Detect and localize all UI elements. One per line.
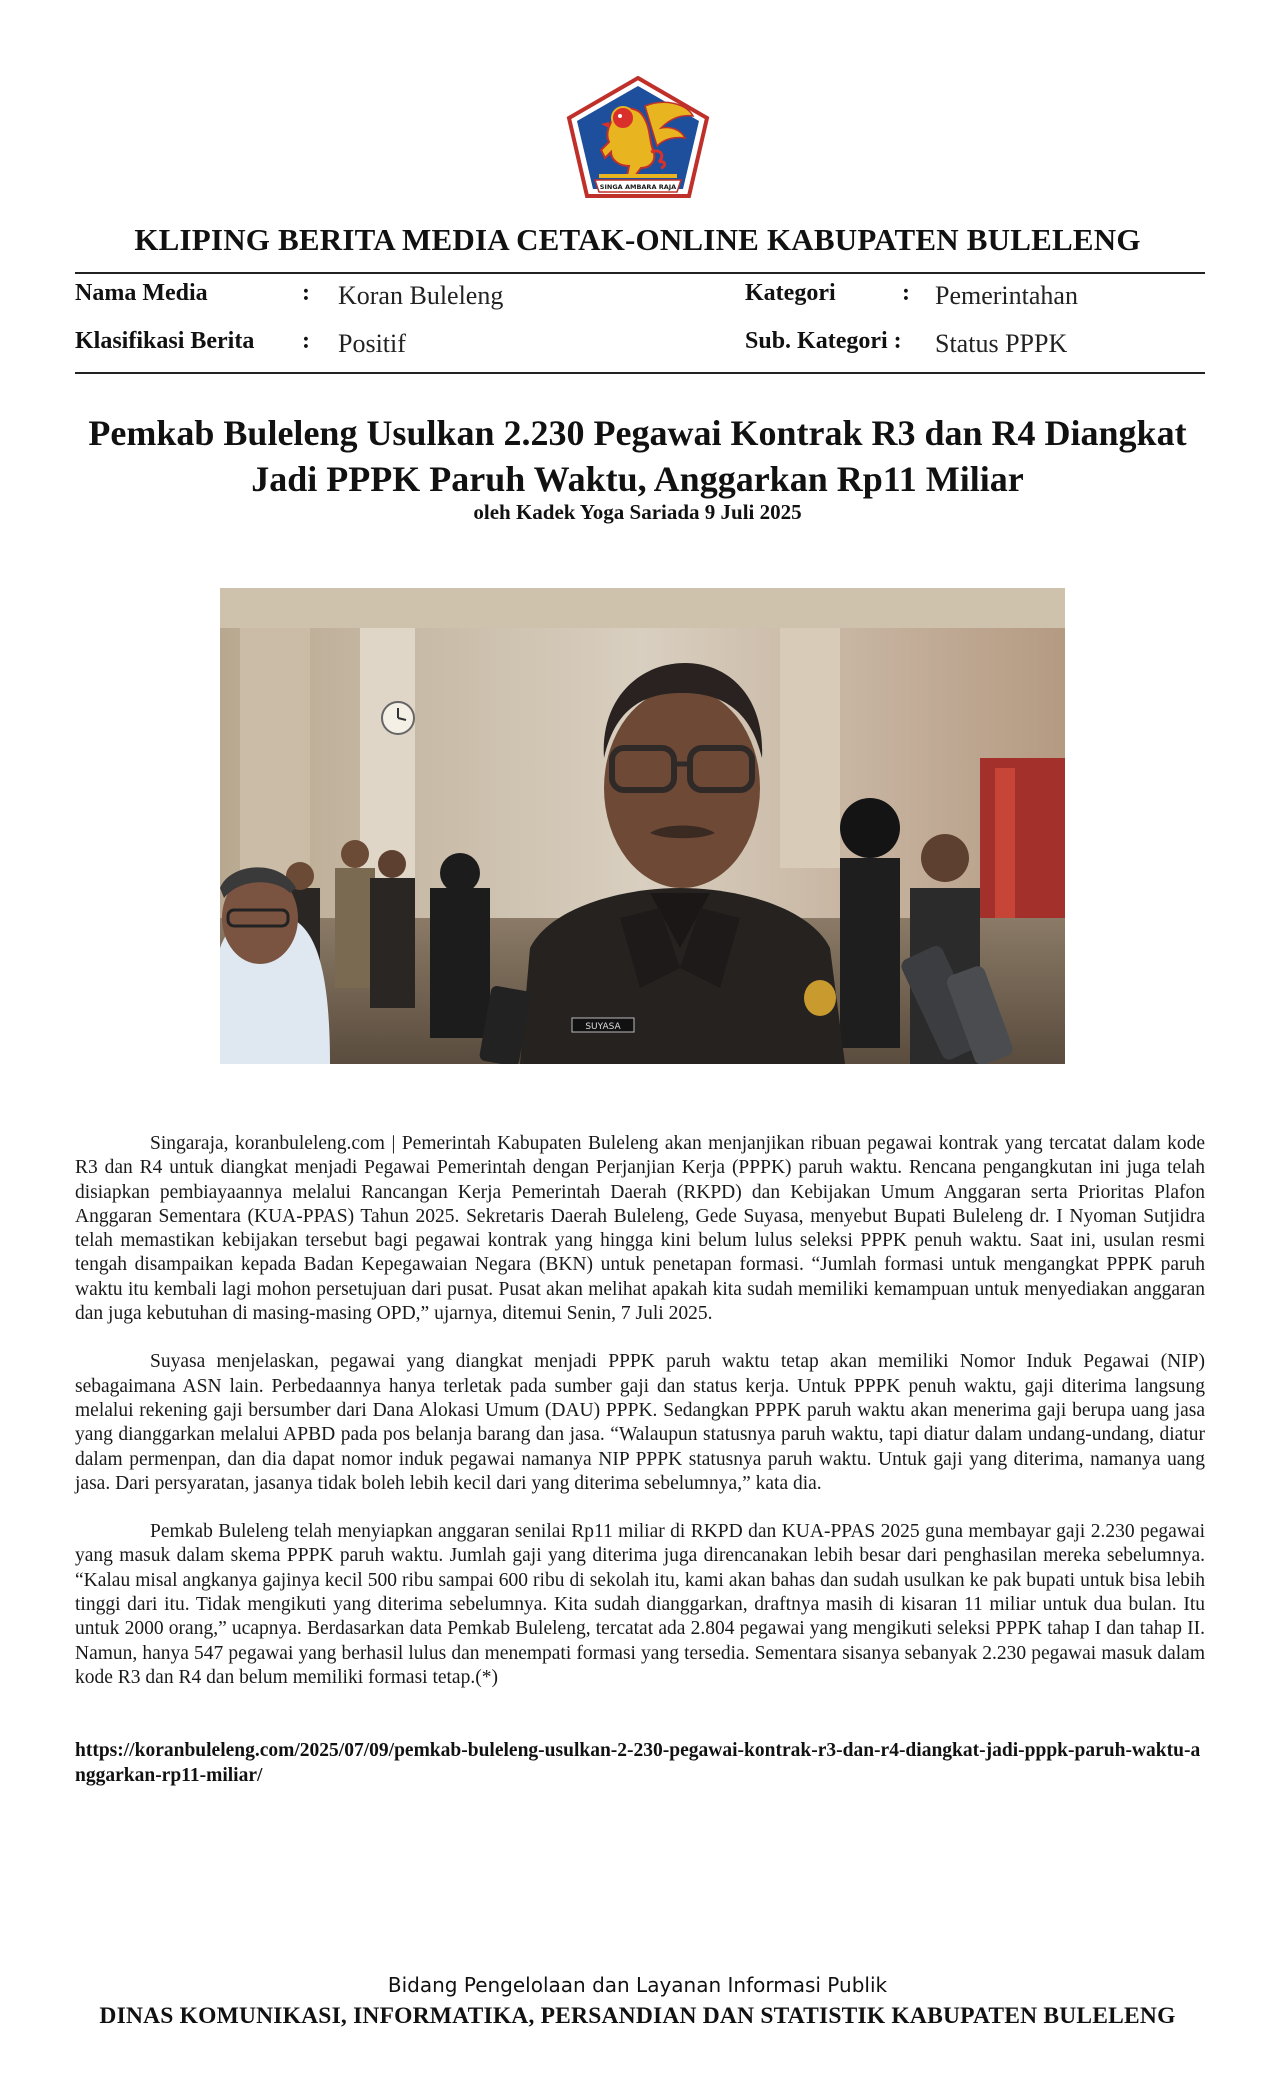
media-colon: : xyxy=(302,280,310,306)
article-body xyxy=(75,1132,1205,1714)
title-divider xyxy=(75,272,1205,274)
category-value: Pemerintahan xyxy=(935,281,1078,310)
logo-motto: SINGA AMBARA RAJA xyxy=(599,183,677,191)
category-label: Kategori xyxy=(745,280,836,306)
article-paragraph-2: Suyasa menjelaskan, pegawai yang diangkat menjadi PPPK paruh waktu tetap akan memiliki Nomor Induk Pegawai (NIP) sebagaimana ASN lain. Perbedaannya hanya terletak pada sumber gaji dan status kerja. Untuk PPPK penuh waktu, gaji diterima langsung melalui rekening gaji bersumber dari Dana Alokasi Umum (DAU) PPPK. Sedangkan PPPK paruh waktu akan menerima gaji berupa uang jasa yang dianggarkan melalui APBD pada pos belanja barang dan jasa. “Walaupun statusnya paruh waktu, tapi diatur dalam undang-undang, diatur dalam permenpan, dan dia dapat nomor induk pegawai namanya NIP PPPK statusnya paruh waktu. Untuk gaji yang diterima, namanya uang jasa. Dari persyaratan, jasanya tidak boleh lebih kecil dari yang diterima sebelumnya,” kata dia. xyxy=(75,1351,1205,1494)
photo-nametag: SUYASA xyxy=(585,1022,621,1032)
media-value: Koran Buleleng xyxy=(338,281,504,310)
page-title: KLIPING BERITA MEDIA CETAK-ONLINE KABUPATEN BULELENG xyxy=(134,222,1141,257)
meta-divider xyxy=(75,372,1205,374)
classification-value: Positif xyxy=(338,329,406,358)
subcategory-value: Status PPPK xyxy=(935,329,1068,358)
subcategory-label: Sub. Kategori : xyxy=(745,328,902,354)
source-url: https://koranbuleleng.com/2025/07/09/pemkab-buleleng-usulkan-2-230-pegawai-kontrak-r3-dan-r4-diangkat-jadi-pppk-paruh-waktu-anggarkan-rp11-miliar/ xyxy=(75,1740,1201,1786)
headline-line-2: Jadi PPPK Paruh Waktu, Anggarkan Rp11 Miliar xyxy=(251,459,1024,499)
footer-unit: Bidang Pengelolaan dan Layanan Informasi Publik xyxy=(387,1973,888,1997)
article-paragraph-3: Pemkab Buleleng telah menyiapkan anggaran senilai Rp11 miliar di RKPD dan KUA-PPAS 2025 guna membayar gaji 2.230 pegawai yang masuk dalam skema PPPK paruh waktu. Jumlah gaji yang diterima juga direncanakan lebih besar dari penghasilan mereka sebelumnya. “Kalau misal angkanya gajinya kecil 500 ribu sampai 600 ribu di sekolah itu, kami akan bahas dan sudah usulkan ke pak bupati untuk bisa lebih tinggi dari itu. Tidak mengikuti yang diterima sebelumnya. Kita sudah dianggarkan, draftnya masih di kisaran 11 miliar untuk dua bulan. Itu untuk 2000 orang,” ucapnya. Berdasarkan data Pemkab Buleleng, tercatat ada 2.804 pegawai yang mengikuti seleksi PPPK tahap I dan tahap II. Namun, hanya 547 pegawai yang berhasil lulus dan menempati formasi yang tersedia. Sementara sisanya sebanyak 2.230 pegawai masuk dalam kode R3 dan R4 dan belum memiliki formasi tetap.(*) xyxy=(75,1521,1205,1688)
article-headline xyxy=(60,410,1215,502)
category-colon: : xyxy=(902,280,910,306)
article-photo-image xyxy=(220,588,1065,1064)
headline-line-1: Pemkab Buleleng Usulkan 2.230 Pegawai Kontrak R3 dan R4 Diangkat xyxy=(88,413,1187,453)
article-paragraph-1: Singaraja, koranbuleleng.com | Pemerintah Kabupaten Buleleng akan menjanjikan ribuan pegawai kontrak yang tercatat dalam kode R3 dan R4 untuk diangkat menjadi Pegawai Pemerintah dengan Perjanjian Kerja (PPPK) paruh waktu. Rencana pengangkutan ini juga telah disiapkan pembiayaannya melalui Rancangan Kerja Pemerintah Daerah (RKPD) dan Kebijakan Umum Anggaran serta Prioritas Plafon Anggaran Sementara (KUA-PPAS) Tahun 2025. Sekretaris Daerah Buleleng, Gede Suyasa, menyebut Bupati Buleleng dr. I Nyoman Sutjidra telah memastikan kebijakan tersebut bagi pegawai kontrak yang hingga kini belum lulus seleksi PPPK penuh waktu. Saat ini, usulan resmi tengah disampaikan kepada Badan Kepegawaian Negara (BKN) untuk penetapan formasi. “Jumlah formasi untuk mengangkat PPPK paruh waktu itu kembali lagi mohon persetujuan dari pusat. Pusat akan melihat apakah kita sudah memiliki kemampuan untuk menyediakan anggaran dan juga kebutuhan di masing-masing OPD,” ujarnya, ditemui Senin, 7 Juli 2025. xyxy=(75,1133,1205,1325)
buleleng-crest-icon xyxy=(565,76,711,200)
article-byline: oleh Kadek Yoga Sariada 9 Juli 2025 xyxy=(473,500,802,524)
classification-label: Klasifikasi Berita xyxy=(75,328,255,354)
media-label: Nama Media xyxy=(75,280,208,306)
article-photo xyxy=(220,588,1065,1064)
buleleng-logo xyxy=(565,76,711,200)
classification-colon: : xyxy=(302,328,310,354)
footer-agency: DINAS KOMUNIKASI, INFORMATIKA, PERSANDIAN DAN STATISTIK KABUPATEN BULELENG xyxy=(99,2003,1176,2029)
